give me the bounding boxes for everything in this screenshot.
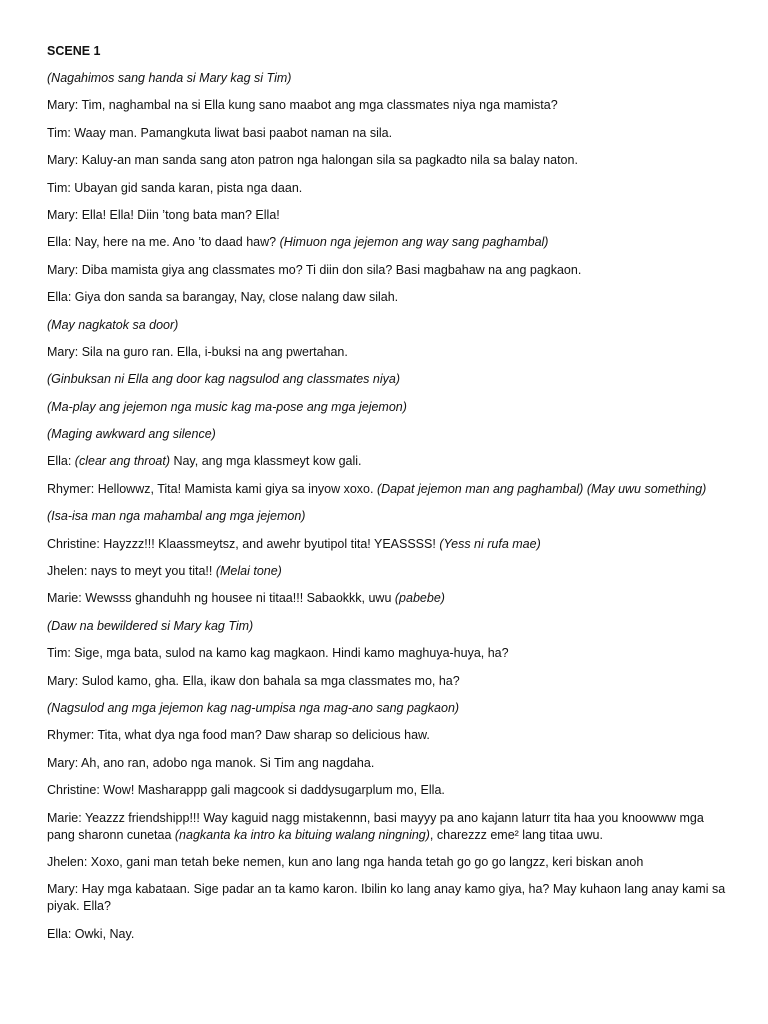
stage-direction: (Yess ni rufa mae)	[439, 536, 541, 551]
dialogue-text: Ella: Nay, here na me. Ano ’to daad haw?	[47, 235, 280, 250]
stage-direction: (Dapat jejemon man ang paghambal) (May uwu something)	[376, 481, 707, 496]
script-line	[47, 317, 728, 334]
dialogue-text: Tim: Waay man. Pamangkuta liwat basi paabot naman na sila.	[47, 125, 393, 140]
scene-title: SCENE 1	[47, 44, 101, 58]
dialogue-text: Christine: Wow! Masharappp gali magcook si daddysugarplum mo, Ella.	[47, 783, 445, 798]
script-line	[47, 590, 728, 607]
stage-direction: (Himuon nga jejemon ang way sang paghambal)	[279, 235, 549, 250]
script-line	[47, 97, 728, 114]
script-line	[47, 536, 728, 553]
script-line	[47, 782, 728, 799]
dialogue-text: Mary: Sila na guro ran. Ella, i-buksi na ang pwertahan.	[47, 344, 348, 359]
dialogue-text: Ella: Giya don sanda sa barangay, Nay, close nalang daw silah.	[47, 290, 399, 305]
stage-direction: (Melai tone)	[215, 564, 282, 579]
stage-direction: (Nagahimos sang handa si Mary kag si Tim)	[47, 71, 292, 85]
dialogue-text: Nay, ang mga klassmeyt kow gali.	[169, 454, 362, 469]
stage-direction: (Ginbuksan ni Ella ang door kag nagsulod ang classmates niya)	[47, 372, 400, 387]
stage-direction: (Nagsulod ang mga jejemon kag nag-umpisa nga mag-ano sang pagkaon)	[47, 700, 460, 715]
script-line	[47, 371, 728, 388]
dialogue-text: Jhelen: nays to meyt you tita!!	[47, 564, 216, 579]
script-line	[47, 563, 728, 580]
script-line	[47, 426, 728, 443]
dialogue-text: Ella: Owki, Nay.	[47, 926, 135, 941]
dialogue-text: Jhelen: Xoxo, gani man tetah beke nemen, kun ano lang nga handa tetah go go go langzz, keri biskan anoh	[47, 854, 644, 869]
dialogue-text: Mary: Ella! Ella! Diin ’tong bata man? Ella!	[47, 207, 280, 222]
stage-direction: (clear ang throat)	[74, 454, 170, 469]
script-line	[47, 926, 728, 943]
dialogue-text: Mary: Ah, ano ran, adobo nga manok. Si Tim ang nagdaha.	[47, 755, 375, 770]
script-line	[47, 262, 728, 279]
script-line	[47, 881, 728, 915]
dialogue-text: Mary: Tim, naghambal na si Ella kung sano maabot ang mga classmates niya nga mamista?	[47, 98, 558, 113]
script-line	[47, 673, 728, 690]
dialogue-text: Tim: Sige, mga bata, sulod na kamo kag magkaon. Hindi kamo maghuya-huya, ha?	[47, 646, 509, 661]
script-line	[47, 854, 728, 871]
dialogue-text: Ella:	[47, 454, 75, 469]
dialogue-text: Mary: Sulod kamo, gha. Ella, ikaw don bahala sa mga classmates mo, ha?	[47, 673, 460, 688]
dialogue-text: Rhymer: Tita, what dya nga food man? Daw sharap so delicious haw.	[47, 728, 430, 743]
dialogue-text: Mary: Kaluy-an man sanda sang aton patron nga halongan sila sa pagkadto nila sa balay naton.	[47, 153, 578, 168]
dialogue-text: Tim: Ubayan gid sanda karan, pista nga daan.	[47, 180, 303, 195]
dialogue-text: Mary: Hay mga kabataan. Sige padar an ta kamo karon. Ibilin ko lang anay kamo giya, ha? May kuhaon lang anay kami sa piyak. Ella?	[47, 882, 726, 914]
script-line	[47, 481, 728, 498]
script-line	[47, 399, 728, 416]
stage-direction: (May nagkatok sa door)	[47, 317, 179, 332]
stage-direction: (Maging awkward ang silence)	[47, 427, 216, 442]
stage-direction: (nagkanta ka intro ka bituing walang ningning)	[174, 827, 430, 842]
script-line	[47, 618, 728, 635]
script-body	[47, 70, 728, 943]
script-line	[47, 645, 728, 662]
stage-direction: (Daw na bewildered si Mary kag Tim)	[47, 618, 254, 633]
script-line	[47, 152, 728, 169]
script-line	[47, 700, 728, 717]
script-line	[47, 727, 728, 744]
script-line	[47, 508, 728, 525]
script-line	[47, 180, 728, 197]
script-line	[47, 289, 728, 306]
stage-direction: (pabebe)	[394, 591, 445, 606]
script-line	[47, 344, 728, 361]
script-line	[47, 70, 728, 87]
dialogue-text: , charezzz eme² lang titaa uwu.	[429, 827, 603, 842]
dialogue-text: Marie: Yeazzz friendshipp!!! Way kaguid nagg mistakennn, basi mayyy pa ano kajann laturr tita haa you knoowww mga pang sharonn cunetaa	[47, 810, 704, 842]
script-line	[47, 125, 728, 142]
script-line	[47, 453, 728, 470]
stage-direction: (Ma-play ang jejemon nga music kag ma-pose ang mga jejemon)	[47, 399, 407, 414]
dialogue-text: Christine: Hayzzz!!! Klaassmeytsz, and awehr byutipol tita! YEASSSS!	[47, 536, 440, 551]
script-line	[47, 755, 728, 772]
dialogue-text: Mary: Diba mamista giya ang classmates mo? Ti diin don sila? Basi magbahaw na ang pagkaon.	[47, 262, 582, 277]
script-line	[47, 234, 728, 251]
script-line	[47, 810, 728, 844]
dialogue-text: Rhymer: Hellowwz, Tita! Mamista kami giya sa inyow xoxo.	[47, 481, 377, 496]
stage-direction: (Isa-isa man nga mahambal ang mga jejemon)	[47, 509, 306, 524]
dialogue-text: Marie: Wewsss ghanduhh ng housee ni titaa!!! Sabaokkk, uwu	[47, 591, 395, 606]
script-line	[47, 207, 728, 224]
